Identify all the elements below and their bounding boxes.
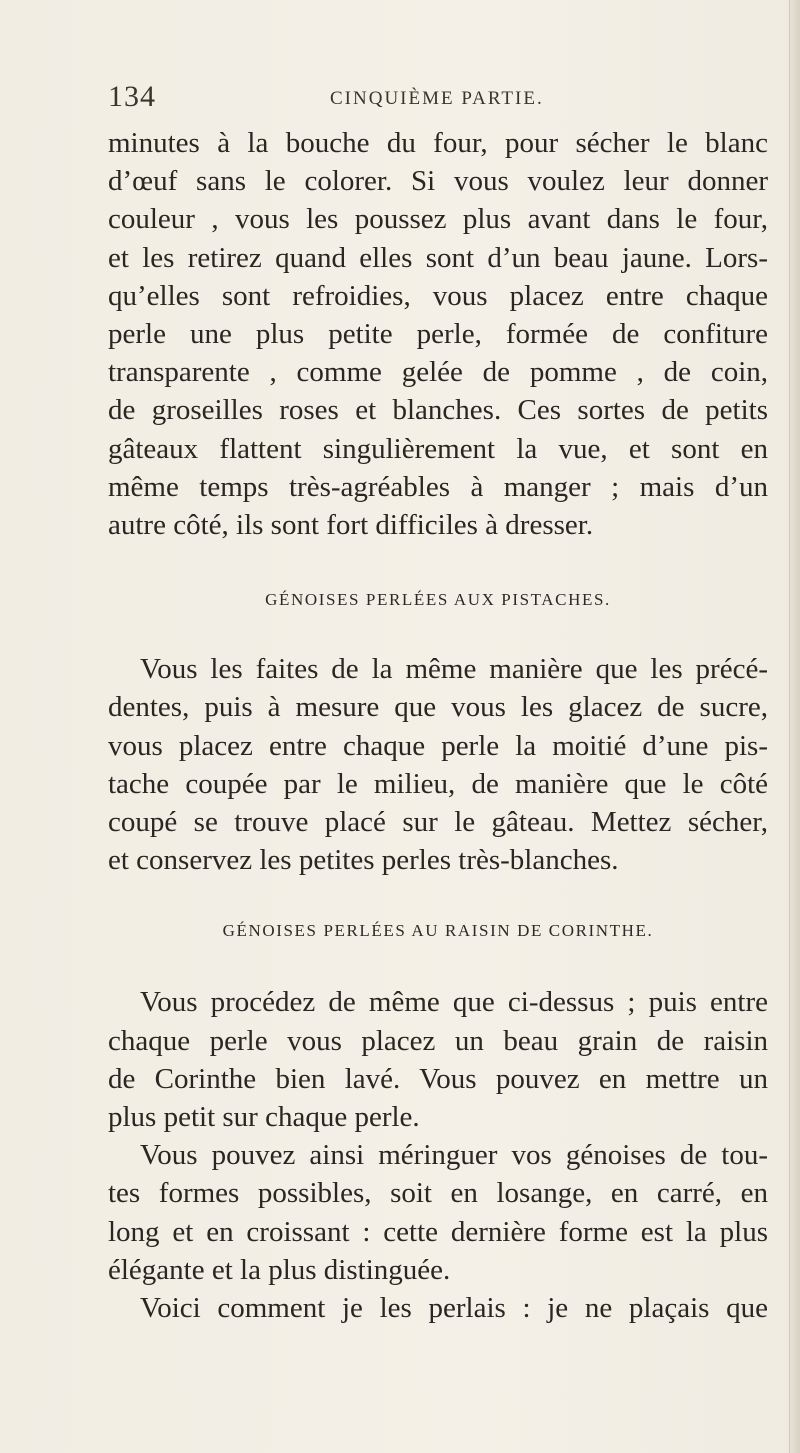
text-line: qu’elles sont refroidies, vous placez entre chaque [108, 279, 768, 312]
text-line: vous placez entre chaque perle la moitié d’une pis- [108, 729, 768, 762]
page-edge [789, 0, 800, 1453]
text-line: et conservez les petites perles très-blanches. [108, 844, 619, 877]
text-line: transparente , comme gelée de pomme , de coin, [108, 356, 768, 389]
text-line: dentes, puis à mesure que vous les glacez de sucre, [108, 691, 768, 724]
text-line: plus petit sur chaque perle. [108, 1101, 420, 1134]
text-line: tes formes possibles, soit en losange, en carré, en [108, 1177, 768, 1210]
section-heading-raisin: GÉNOISES PERLÉES AU RAISIN DE CORINTHE. [222, 921, 654, 941]
text-line: Vous les faites de la même manière que les précé- [140, 653, 768, 686]
text-line: Vous pouvez ainsi méringuer vos génoises de tou- [140, 1139, 768, 1172]
page-header [108, 80, 768, 120]
page-content [108, 124, 768, 1327]
paragraph-4 [108, 1136, 768, 1289]
text-line: et les retirez quand elles sont d’un beau jaune. Lors- [108, 241, 768, 274]
running-head: CINQUIÈME PARTIE. [330, 88, 544, 109]
text-line: de groseilles roses et blanches. Ces sortes de petits [108, 394, 768, 427]
page-number: 134 [108, 80, 156, 113]
text-line: chaque perle vous placez un beau grain de raisin [108, 1024, 768, 1057]
paragraph-5 [108, 1289, 768, 1327]
text-line: même temps très-agréables à manger ; mais d’un [108, 470, 768, 503]
text-line: d’œuf sans le colorer. Si vous voulez leur donner [108, 165, 768, 198]
section-heading-pistaches: GÉNOISES PERLÉES AUX PISTACHES. [265, 590, 611, 610]
text-line: Vous procédez de même que ci-dessus ; puis entre [140, 986, 768, 1019]
paragraph-1 [108, 124, 768, 544]
text-line: long et en croissant : cette dernière forme est la plus [108, 1215, 768, 1248]
text-line: élégante et la plus distinguée. [108, 1253, 451, 1286]
text-line: gâteaux flattent singulièrement la vue, et sont en [108, 432, 768, 465]
text-line: Voici comment je les perlais : je ne plaçais que [140, 1292, 768, 1325]
text-line: minutes à la bouche du four, pour sécher le blanc [108, 127, 768, 159]
text-line: perle une plus petite perle, formée de confiture [108, 318, 768, 351]
text-line: couleur , vous les poussez plus avant dans le four, [108, 203, 768, 236]
paragraph-3 [108, 983, 768, 1136]
text-line: autre côté, ils sont fort difficiles à dresser. [108, 509, 594, 542]
text-line: coupé se trouve placé sur le gâteau. Mettez sécher, [108, 806, 768, 839]
text-line: tache coupée par le milieu, de manière que le côté [108, 767, 768, 800]
paragraph-2 [108, 650, 768, 879]
text-line: de Corinthe bien lavé. Vous pouvez en mettre un [108, 1062, 768, 1095]
